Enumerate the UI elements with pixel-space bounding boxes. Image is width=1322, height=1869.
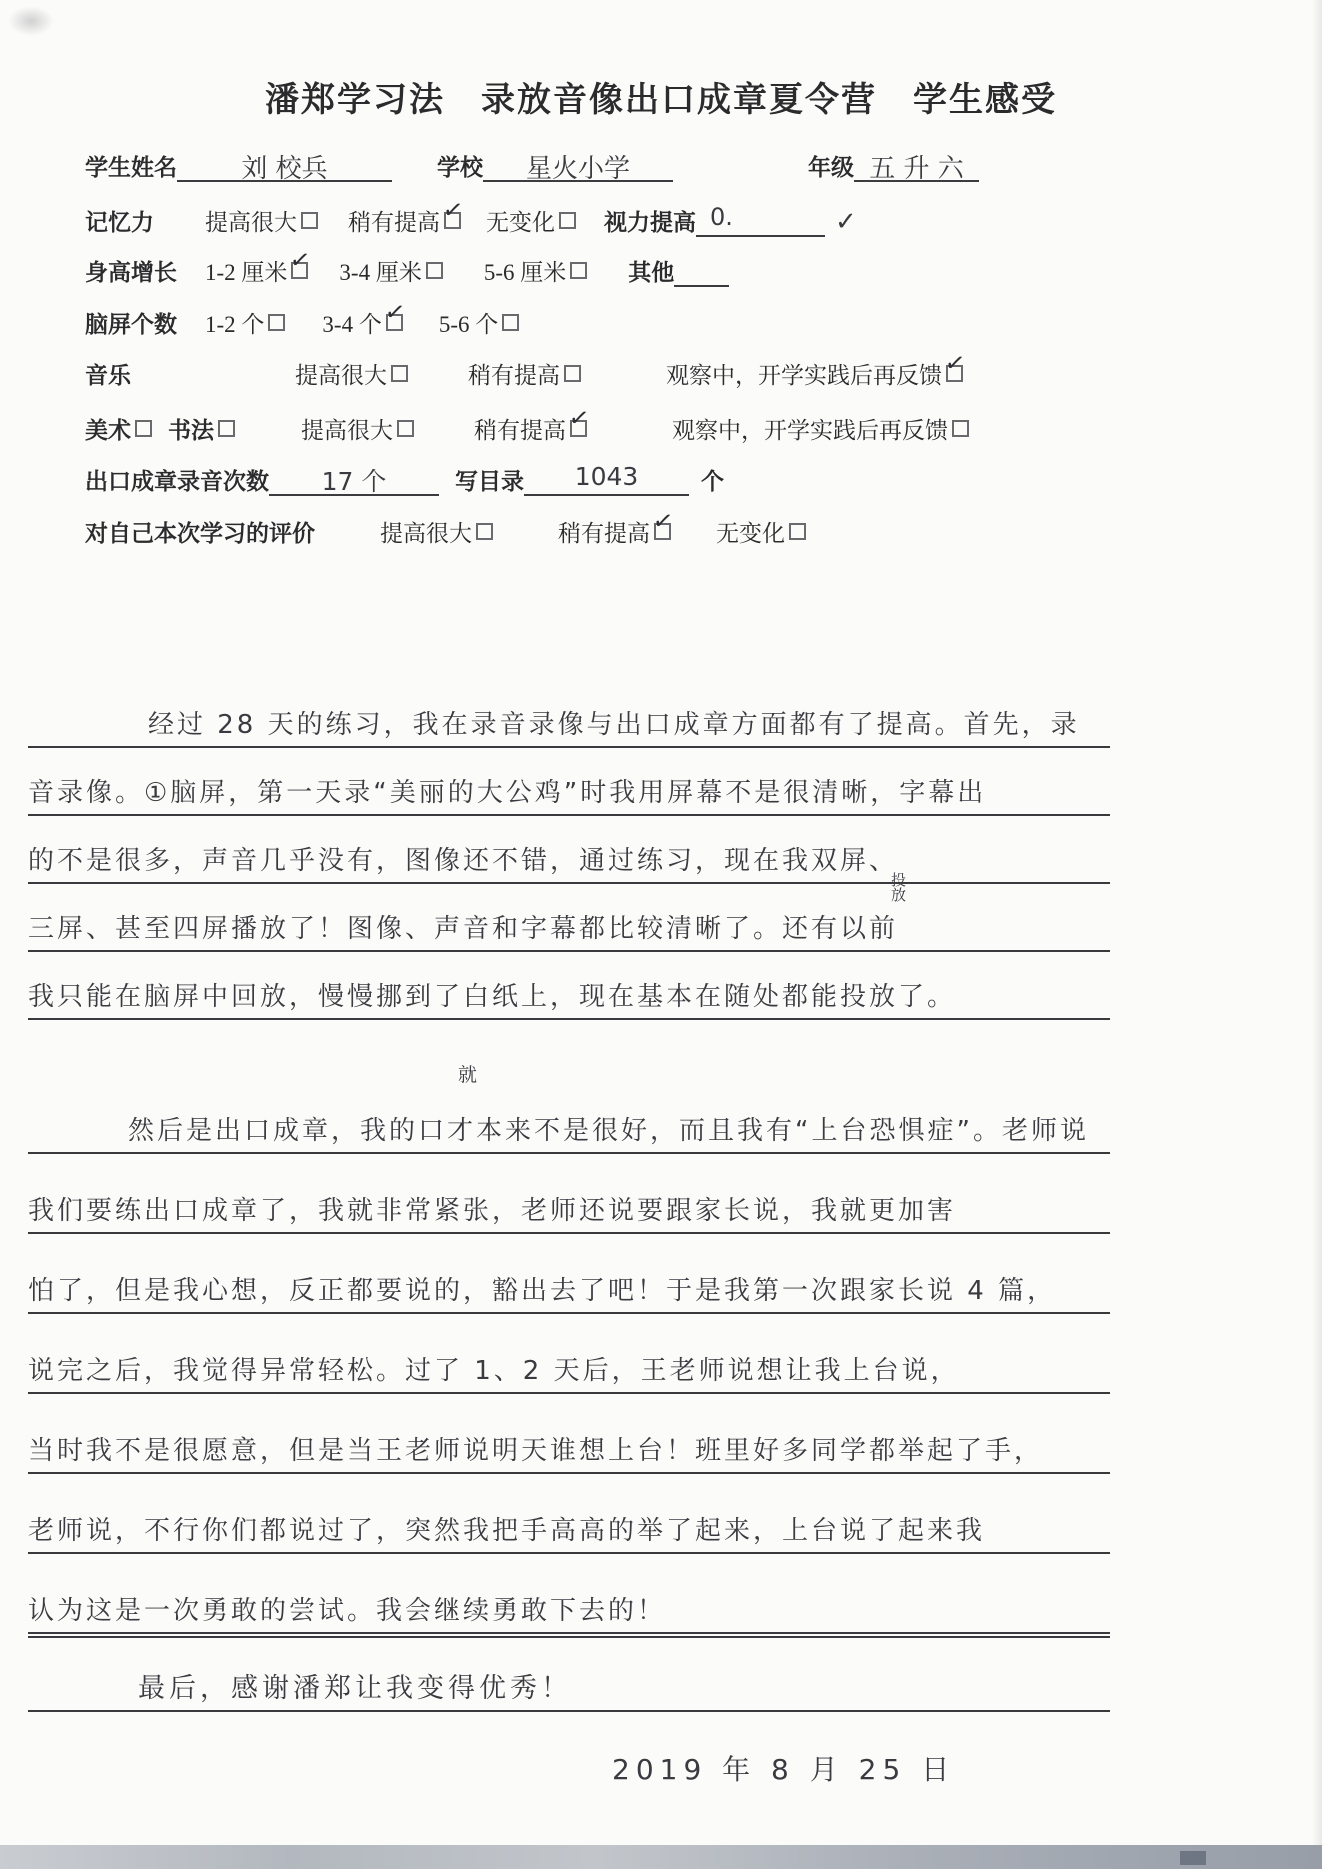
checkbox	[382, 296, 407, 331]
option-1-2	[205, 306, 285, 339]
essay-line	[28, 680, 1110, 748]
row-height-growth	[85, 244, 1292, 287]
check-icon: ✓	[382, 296, 407, 328]
closing-text: 最后，感谢潘郑让我变得优秀！	[138, 1673, 572, 1704]
checkbox	[301, 212, 318, 229]
option-improved-slightly	[348, 194, 465, 237]
option-improved-greatly	[205, 204, 318, 237]
option-label: 稍有提高	[348, 210, 440, 235]
essay-line	[28, 748, 1110, 816]
checkbox	[570, 262, 587, 279]
essay-text: 的不是很多，声音几乎没有，图像还不错，通过练习，现在我双屏、	[28, 846, 899, 876]
scan-edge-mark	[1180, 1851, 1206, 1865]
option-1-2cm	[205, 244, 313, 287]
checkbox	[789, 523, 806, 540]
option-improved-slightly	[558, 505, 675, 548]
school-label: 学校	[437, 155, 483, 180]
essay-line	[28, 1064, 1110, 1154]
height-label: 身高增长	[85, 260, 177, 285]
essay-text: 我们要练出口成章了，我就非常紧张，老师还说要跟家长说，我就更加害	[28, 1196, 957, 1226]
option-observing	[672, 412, 969, 445]
vision-field	[696, 203, 825, 237]
recording-count-value: 17 个	[321, 467, 387, 496]
checkbox	[218, 420, 235, 437]
vision-label: 视力提高	[604, 210, 696, 235]
checkbox	[135, 420, 152, 437]
essay-line	[28, 1234, 1110, 1314]
catalog-label: 写目录	[455, 469, 524, 494]
option-5-6	[439, 306, 519, 339]
brain-screen-label: 脑屏个数	[85, 312, 177, 337]
blank-ruled-line	[28, 1636, 1110, 1638]
row-art-calligraphy	[85, 402, 1292, 445]
option-3-4cm	[339, 254, 442, 287]
checkbox	[391, 365, 408, 382]
essay-text: 我只能在脑屏中回放，慢慢挪到了白纸上，现在基本在随处都能投放了。	[28, 982, 957, 1012]
essay-line	[28, 952, 1110, 1020]
checkbox	[268, 314, 285, 331]
memory-label: 记忆力	[85, 210, 154, 235]
recording-count-label: 出口成章录音次数	[85, 469, 269, 494]
check-icon: ✓	[288, 244, 313, 276]
student-name-label: 学生姓名	[85, 155, 177, 180]
option-label: 5-6 个	[438, 312, 499, 337]
option-label: 无变化	[716, 521, 785, 546]
option-calligraphy	[168, 412, 235, 445]
art-label: 美术	[85, 418, 131, 443]
essay-text: 三屏、甚至四屏播放了！图像、声音和字幕都比较清晰了。还有以前	[28, 914, 899, 944]
option-label: 观察中，开学实践后再反馈	[666, 363, 942, 388]
option-label: 3-4 个	[322, 312, 382, 337]
catalog-field	[524, 462, 689, 496]
option-art	[85, 412, 152, 445]
other-label: 其他	[628, 260, 675, 285]
music-label: 音乐	[85, 363, 131, 388]
option-label: 3-4 厘米	[339, 260, 422, 285]
check-icon: ✓	[441, 194, 465, 226]
calligraphy-label: 书法	[168, 418, 214, 443]
check-icon: ✓	[943, 347, 967, 379]
option-improved-greatly	[380, 515, 493, 548]
option-label: 稍有提高	[468, 363, 560, 388]
grade-value: 五 升 六	[869, 154, 964, 184]
checkbox	[397, 420, 414, 437]
student-name-value: 刘 校兵	[241, 154, 328, 184]
catalog-suffix: 个	[701, 469, 724, 494]
catalog-value: 1043	[574, 462, 639, 491]
checkbox	[564, 365, 581, 382]
option-observing	[666, 347, 967, 390]
essay-text: 然后是出口成章，我的口才本来不是很好，而且我有“上台恐惧症”。老师说	[128, 1116, 1089, 1146]
essay-line	[28, 816, 1110, 884]
option-improved-slightly	[468, 357, 581, 390]
option-label: 提高很大	[295, 363, 387, 388]
option-label: 观察中，开学实践后再反馈	[672, 418, 948, 443]
essay-inserted-note: 投放	[889, 872, 907, 902]
checkbox	[567, 402, 591, 437]
evaluation-label: 对自己本次学习的评价	[85, 521, 315, 546]
scan-edge-band	[0, 1845, 1322, 1869]
date: 2019 年 8 月 25 日	[612, 1753, 956, 1786]
checkbox	[476, 523, 493, 540]
checkbox	[651, 505, 675, 540]
option-label: 稍有提高	[474, 418, 566, 443]
essay-line	[28, 1554, 1110, 1634]
option-no-change	[486, 204, 576, 237]
essay-line	[28, 1154, 1110, 1234]
option-3-4	[322, 296, 407, 339]
checkbox	[441, 194, 465, 229]
essay-text: 音录像。①脑屏，第一天录“美丽的大公鸡”时我用屏幕不是很清晰，字幕出	[28, 778, 987, 808]
grade-label: 年级	[808, 155, 854, 180]
vision-value: 0.	[710, 203, 733, 231]
row-brain-screens	[85, 296, 1292, 339]
essay-line	[28, 1314, 1110, 1394]
essay-line	[28, 1474, 1110, 1554]
school-field	[483, 148, 673, 182]
checkbox	[943, 347, 967, 382]
checkbox	[559, 212, 576, 229]
checkbox	[502, 314, 519, 331]
check-icon: ✓	[567, 402, 591, 434]
option-improved-slightly	[474, 402, 591, 445]
option-label: 1-2 厘米	[205, 260, 288, 285]
option-label: 5-6 厘米	[483, 260, 567, 285]
scan-edge-shadow	[1312, 0, 1322, 1869]
option-label: 提高很大	[380, 521, 472, 546]
row-recording-count	[85, 460, 1292, 496]
essay-paragraph-1	[28, 680, 1110, 1020]
essay-inserted-note: 就	[458, 1064, 478, 1086]
other-field	[674, 253, 729, 287]
student-name-field	[177, 148, 392, 182]
option-label: 1-2 个	[205, 312, 265, 337]
row-student-info	[85, 146, 1292, 182]
option-label: 稍有提高	[558, 521, 650, 546]
essay-paragraph-2	[28, 1064, 1110, 1634]
page-title: 潘郑学习法 录放音像出口成章夏令营 学生感受	[265, 82, 1057, 119]
checkbox	[426, 262, 443, 279]
check-icon: ✓	[835, 207, 857, 237]
essay-text: 经过 28 天的练习，我在录音录像与出口成章方面都有了提高。首先，录	[148, 710, 1080, 740]
row-self-evaluation	[85, 505, 1292, 548]
essay-text: 说完之后，我觉得异常轻松。过了 1、2 天后，王老师说想让我上台说，	[28, 1356, 960, 1386]
option-label: 提高很大	[301, 418, 393, 443]
checkbox	[288, 244, 313, 279]
grade-field	[854, 148, 979, 182]
option-no-change	[716, 515, 806, 548]
essay-text: 老师说，不行你们都说过了，突然我把手高高的举了起来，上台说了起来我	[28, 1516, 986, 1546]
essay-text: 认为这是一次勇敢的尝试。我会继续勇敢下去的！	[28, 1596, 667, 1626]
checkbox	[952, 420, 969, 437]
check-icon: ✓	[651, 505, 675, 537]
option-label: 提高很大	[205, 210, 297, 235]
scan-smudge	[8, 6, 54, 36]
row-music	[85, 347, 1292, 390]
essay-line	[28, 1394, 1110, 1474]
essay-text: 当时我不是很愿意，但是当王老师说明天谁想上台！班里好多同学都举起了手，	[28, 1436, 1044, 1466]
option-label: 无变化	[486, 210, 555, 235]
essay-text: 怕了，但是我心想，反正都要说的，豁出去了吧！于是我第一次跟家长说 4 篇，	[28, 1276, 1057, 1306]
row-memory	[85, 194, 1292, 237]
school-value: 星火小学	[525, 154, 630, 184]
option-improved-greatly	[295, 357, 408, 390]
essay-closing-line	[28, 1648, 1110, 1712]
option-5-6cm	[484, 254, 587, 287]
option-improved-greatly	[301, 412, 414, 445]
essay-line	[28, 872, 1110, 952]
recording-count-field	[269, 462, 439, 496]
